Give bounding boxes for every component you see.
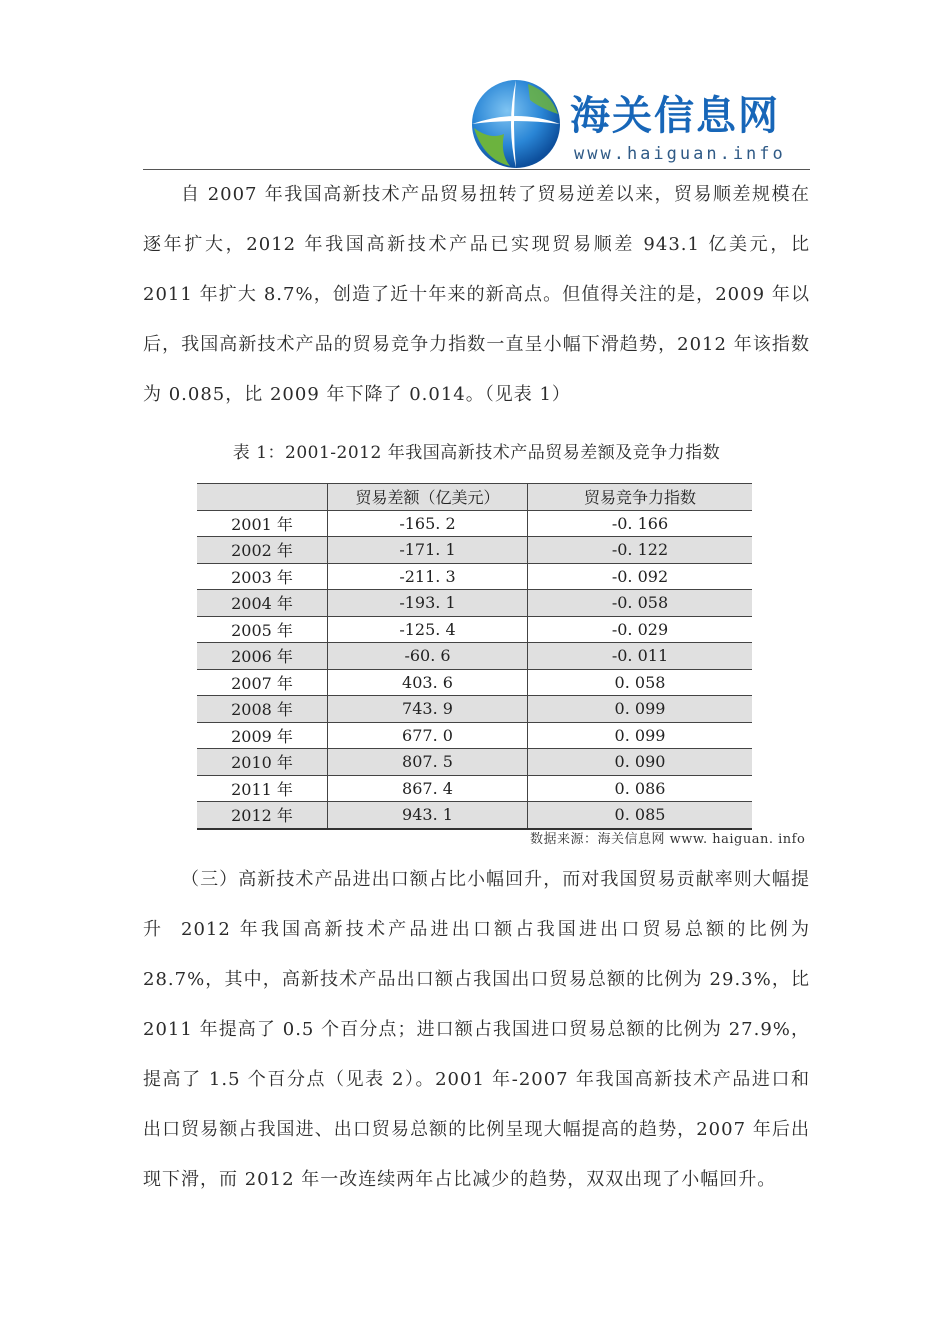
index-cell: -0. 166 bbox=[528, 510, 753, 537]
table-row bbox=[197, 590, 752, 617]
table-row bbox=[197, 669, 752, 696]
site-name: 海关信息网 bbox=[570, 93, 780, 139]
index-cell: -0. 092 bbox=[528, 563, 753, 590]
balance-cell: -193. 1 bbox=[328, 590, 528, 617]
year-cell: 2001 年 bbox=[197, 510, 328, 537]
table-row bbox=[197, 775, 752, 802]
table-row bbox=[197, 696, 752, 723]
balance-cell: -211. 3 bbox=[328, 563, 528, 590]
year-cell: 2009 年 bbox=[197, 722, 328, 749]
year-cell: 2011 年 bbox=[197, 775, 328, 802]
index-cell: -0. 122 bbox=[528, 537, 753, 564]
globe-logo-icon bbox=[470, 78, 562, 170]
table-row bbox=[197, 643, 752, 670]
year-cell: 2002 年 bbox=[197, 537, 328, 564]
table-header-row bbox=[197, 484, 752, 511]
section3-heading-text: （三）高新技术产品进出口额占比小幅回升，而对我国贸易贡献率则大幅提升 bbox=[143, 869, 810, 940]
section3-paragraph: 2012 年我国高新技术产品进出口额占我国进出口贸易总额的比例为 28.7%，其中，高新技术产品出口额占我国出口贸易总额的比例为 29.3%，比 2011 年提高了 0.5 个百分点；进口额占我国进口贸易总额的比例为 27.9%，提高了 1.5 个百分点（见表 2）。2001 年-2007 年我国高新技术产品进口和出口贸易额占我国进、出口贸易总额的比例呈现大幅提高的趋势，2007 年后出现下滑，而 2012 年一改连续两年占比减少的趋势，双双出现了小幅回升。 bbox=[143, 919, 810, 1190]
header-cell-balance: 贸易差额（亿美元） bbox=[328, 484, 528, 511]
balance-cell: -165. 2 bbox=[328, 510, 528, 537]
year-cell: 2007 年 bbox=[197, 669, 328, 696]
index-cell: 0. 099 bbox=[528, 696, 753, 723]
index-cell: 0. 090 bbox=[528, 749, 753, 776]
index-cell: -0. 029 bbox=[528, 616, 753, 643]
balance-cell: 403. 6 bbox=[328, 669, 528, 696]
header-cell-year bbox=[197, 484, 328, 511]
index-cell: 0. 058 bbox=[528, 669, 753, 696]
year-cell: 2003 年 bbox=[197, 563, 328, 590]
year-cell: 2008 年 bbox=[197, 696, 328, 723]
index-cell: -0. 058 bbox=[528, 590, 753, 617]
table-row bbox=[197, 616, 752, 643]
balance-cell: 677. 0 bbox=[328, 722, 528, 749]
table1-caption: 表 1：2001-2012 年我国高新技术产品贸易差额及竞争力指数 bbox=[232, 443, 721, 463]
year-cell: 2006 年 bbox=[197, 643, 328, 670]
balance-cell: 807. 5 bbox=[328, 749, 528, 776]
year-cell: 2005 年 bbox=[197, 616, 328, 643]
index-cell: 0. 086 bbox=[528, 775, 753, 802]
balance-cell: 743. 9 bbox=[328, 696, 528, 723]
index-cell: 0. 085 bbox=[528, 802, 753, 829]
balance-cell: -171. 1 bbox=[328, 537, 528, 564]
site-header bbox=[470, 78, 820, 170]
table-row bbox=[197, 510, 752, 537]
index-cell: -0. 011 bbox=[528, 643, 753, 670]
table-row bbox=[197, 537, 752, 564]
index-cell: 0. 099 bbox=[528, 722, 753, 749]
balance-cell: 943. 1 bbox=[328, 802, 528, 829]
year-cell: 2004 年 bbox=[197, 590, 328, 617]
trade-balance-table bbox=[197, 483, 752, 830]
header-cell-index: 贸易竞争力指数 bbox=[528, 484, 753, 511]
table-row bbox=[197, 749, 752, 776]
table-row bbox=[197, 722, 752, 749]
balance-cell: -60. 6 bbox=[328, 643, 528, 670]
site-url: www.haiguan.info bbox=[574, 144, 786, 164]
table-row bbox=[197, 563, 752, 590]
year-cell: 2012 年 bbox=[197, 802, 328, 829]
year-cell: 2010 年 bbox=[197, 749, 328, 776]
balance-cell: 867. 4 bbox=[328, 775, 528, 802]
table1-source: 数据来源：海关信息网 www. haiguan. info bbox=[530, 832, 806, 847]
balance-cell: -125. 4 bbox=[328, 616, 528, 643]
intro-paragraph: 自 2007 年我国高新技术产品贸易扭转了贸易逆差以来，贸易顺差规模在逐年扩大，2012 年我国高新技术产品已实现贸易顺差 943.1 亿美元，比 2011 年扩大 8.7%，创造了近十年来的新高点。但值得关注的是，2009 年以后，我国高新技术产品的贸易竞争力指数一直呈小幅下滑趋势，2012 年该指数为 0.085，比 2009 年下降了 0.014。（见表 1） bbox=[143, 184, 810, 405]
table-row bbox=[197, 802, 752, 829]
